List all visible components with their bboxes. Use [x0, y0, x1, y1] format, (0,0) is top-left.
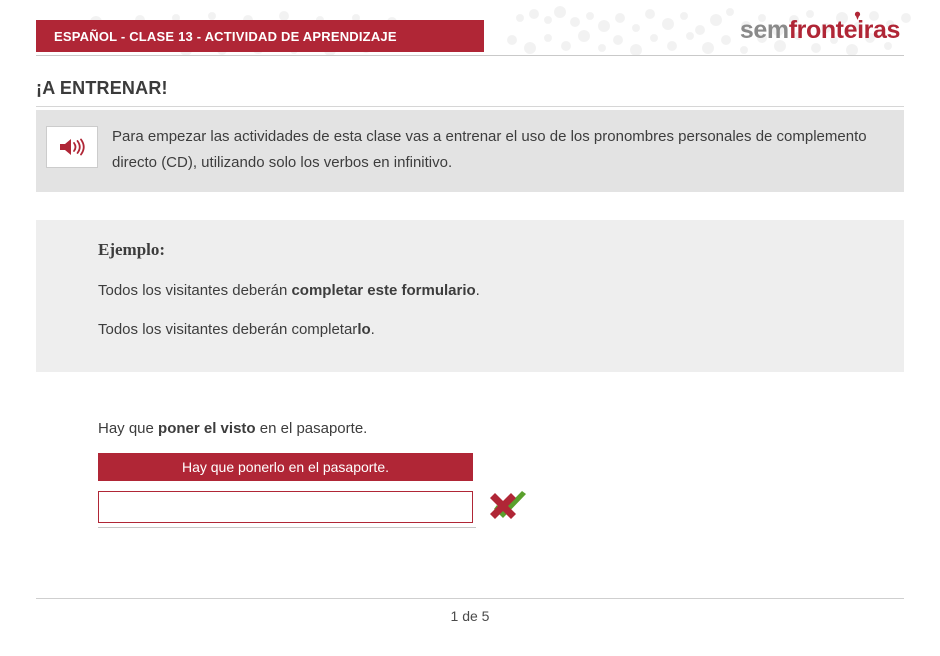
example-line-2-suffix: . [370, 321, 375, 338]
example-line-2-prefix: Todos los visitantes deberán completar [98, 321, 358, 338]
lesson-title-banner: ESPAÑOL - CLASE 13 - ACTIVIDAD DE APRENDIZAJE [36, 20, 484, 52]
logo-text-sem: sem [739, 16, 789, 44]
header-divider [36, 55, 904, 56]
example-label: Ejemplo: [98, 240, 166, 259]
answer-area [98, 453, 476, 523]
answer-underline [98, 527, 476, 528]
brand-logo [740, 18, 900, 43]
page-header [0, 0, 940, 60]
exercise-prompt-bold: poner el visto [158, 420, 256, 437]
logo-text-fronteiras: fronteiras [788, 16, 900, 44]
exercise-block [98, 420, 904, 523]
example-panel [36, 220, 904, 372]
example-line-2 [98, 321, 904, 338]
answer-status-marks [486, 489, 532, 523]
example-line-1-prefix: Todos los visitantes deberán [98, 282, 292, 299]
exercise-prompt-prefix: Hay que [98, 420, 159, 437]
exercise-prompt-suffix: en el pasaporte. [255, 420, 368, 437]
answer-input[interactable] [98, 491, 473, 523]
instruction-text: Para empezar las actividades de esta clase vas a entrenar el uso de los pronombres personales de complemento directo (CD), utilizando solo los verbos en infinitivo. [112, 128, 867, 171]
page-title: ¡A ENTRENAR! [36, 78, 168, 98]
page-indicator: 1 de 5 [450, 608, 490, 624]
footer-divider [36, 598, 904, 599]
audio-play-button[interactable] [46, 126, 98, 168]
answer-feedback-banner: Hay que ponerlo en el pasaporte. [98, 453, 473, 481]
exercise-prompt [98, 420, 904, 437]
example-line-1 [98, 282, 904, 299]
example-line-1-suffix: . [475, 282, 480, 299]
example-line-1-bold: completar este formulario [291, 282, 476, 299]
example-line-2-bold: lo [357, 321, 371, 338]
instruction-panel [36, 110, 904, 192]
title-divider [36, 106, 904, 107]
